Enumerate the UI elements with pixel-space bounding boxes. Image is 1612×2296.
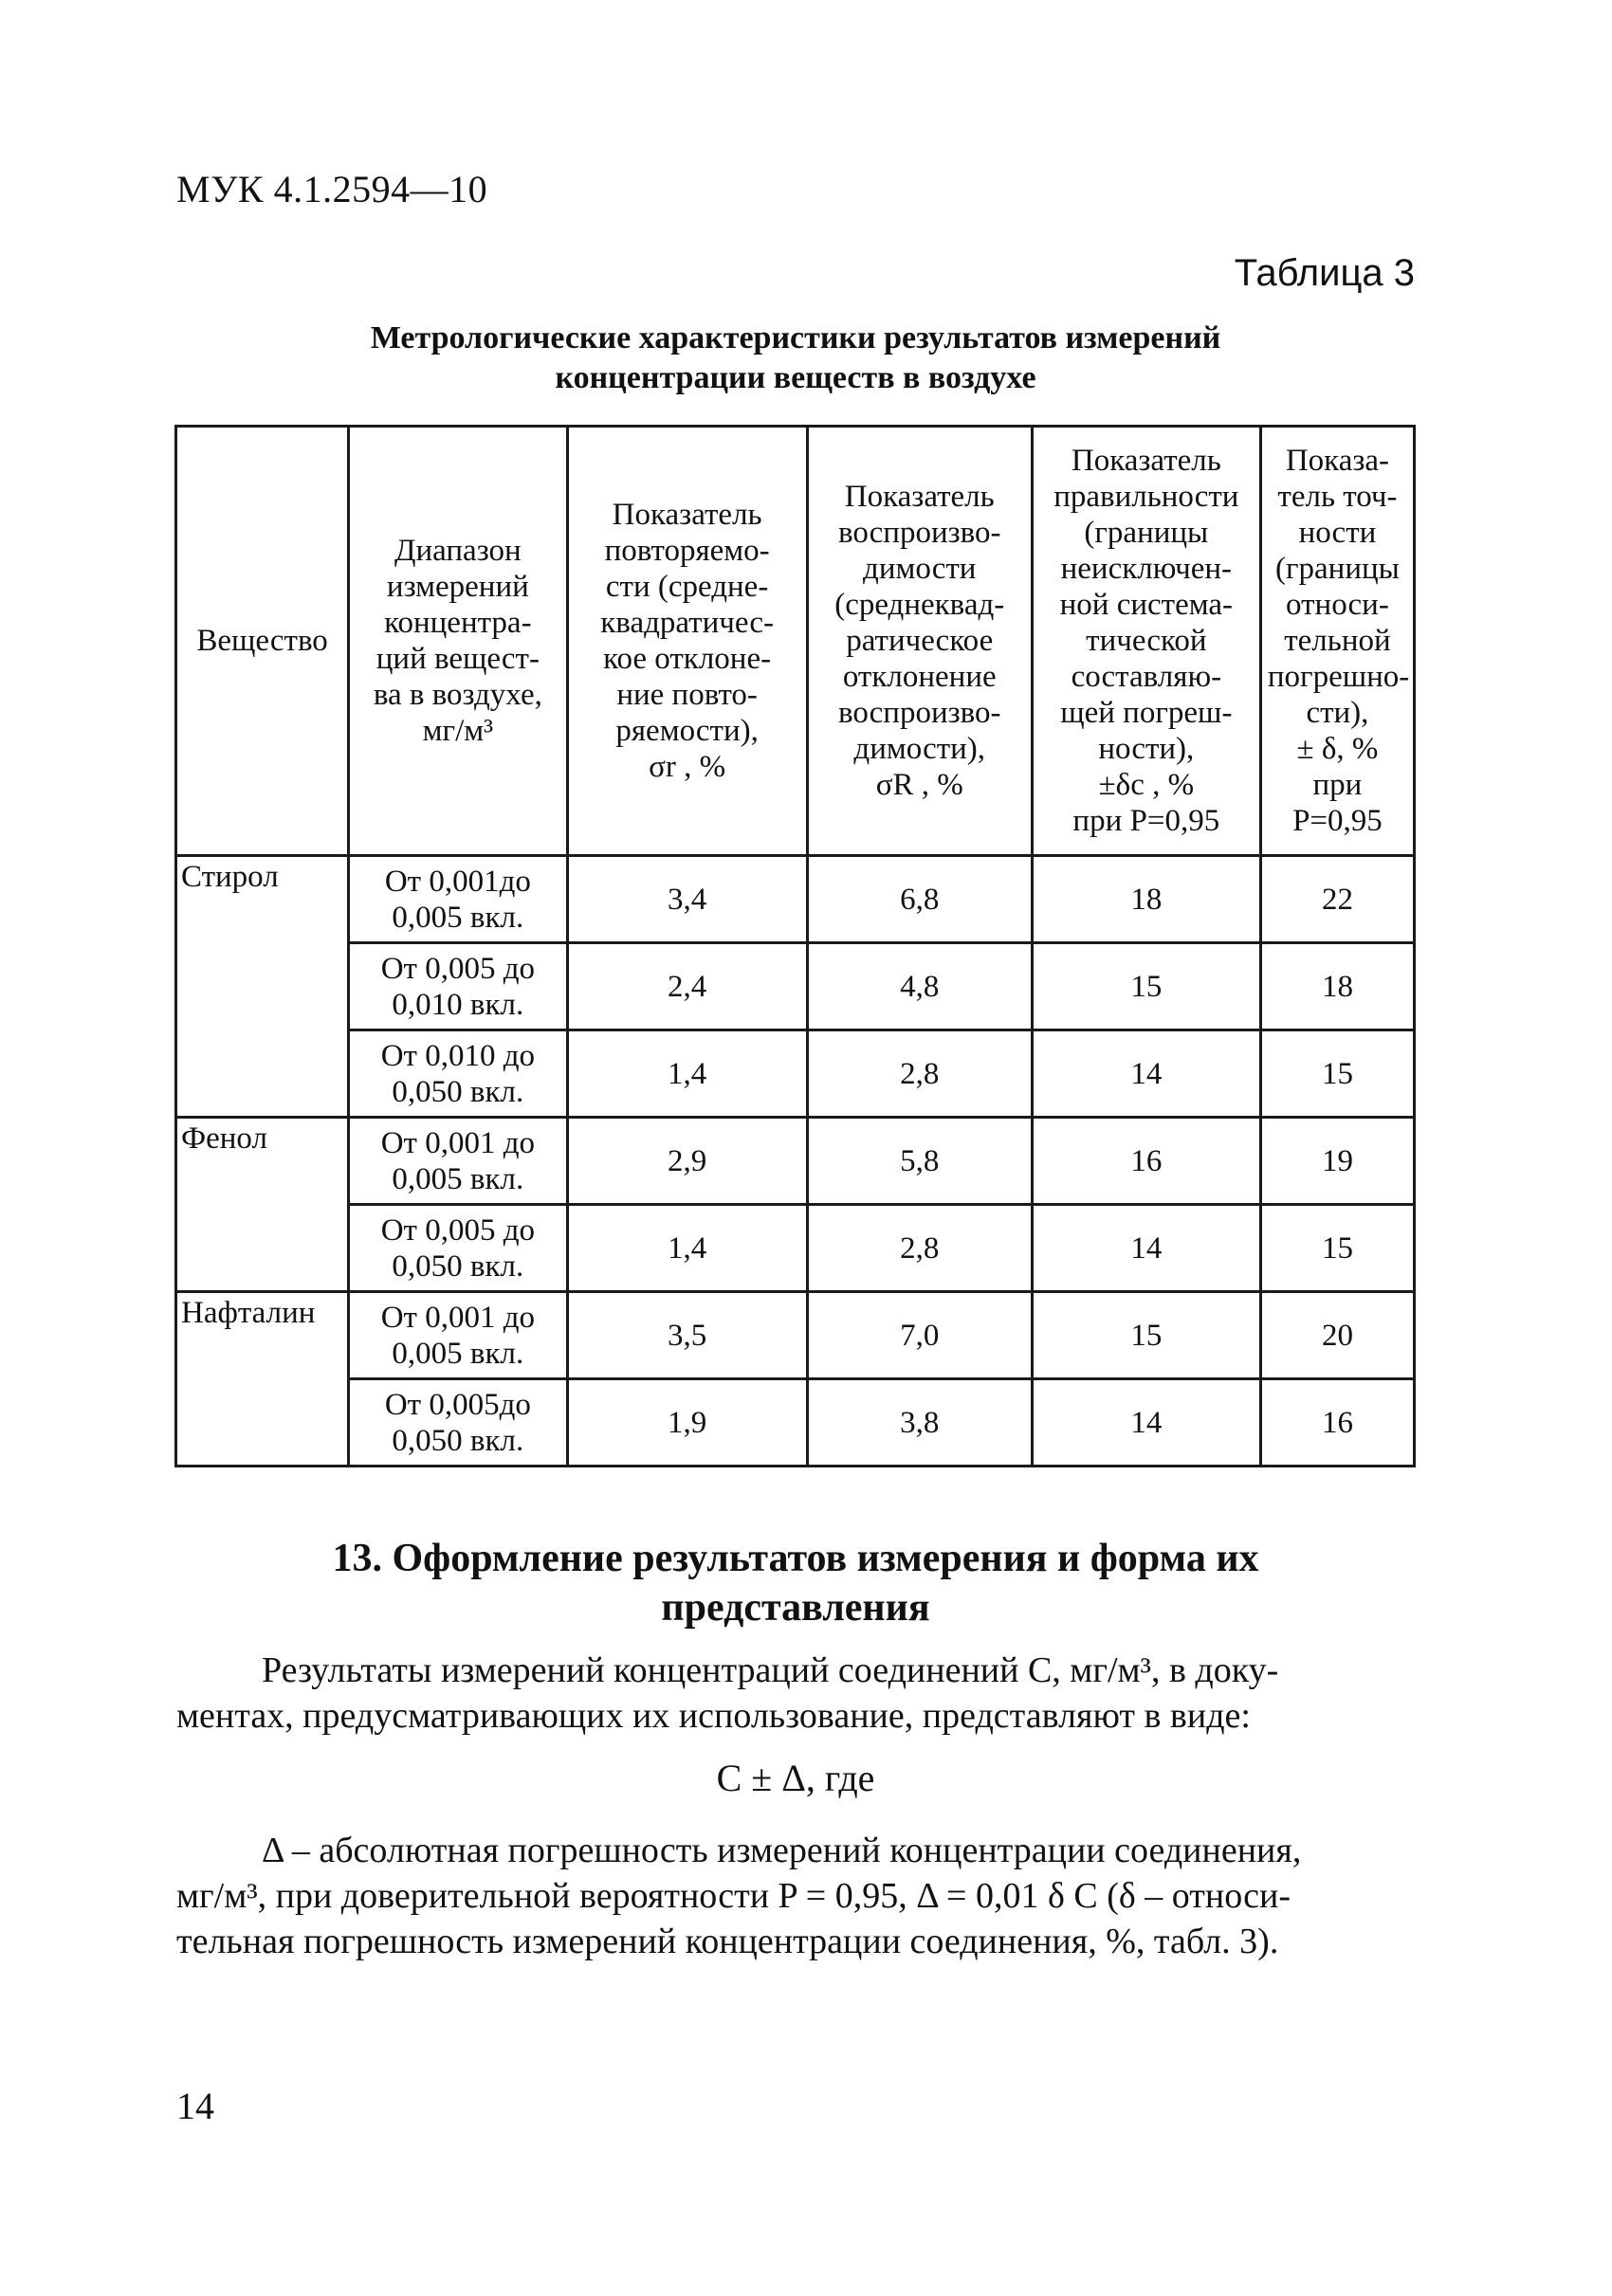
trueness-cell: 18 [1032, 856, 1260, 943]
table-row [176, 1292, 1415, 1379]
reproducibility-cell: 6,8 [807, 856, 1032, 943]
header-accuracy: Показа- тель точ- ности (границы относи- тельной погрешно- сти), ± δ, % при P=0,95 [1260, 427, 1414, 856]
substance-cell: Стирол [176, 856, 349, 943]
accuracy-cell: 15 [1260, 1205, 1414, 1292]
reproducibility-cell: 2,8 [807, 1030, 1032, 1118]
accuracy-cell: 16 [1260, 1379, 1414, 1467]
substance-cell: Нафталин [176, 1292, 349, 1379]
paragraph-delta [176, 1828, 1415, 1964]
metrology-table [174, 425, 1416, 1467]
caption-line-1: Метрологические характеристики результатов измерений [370, 320, 1221, 355]
accuracy-cell: 18 [1260, 943, 1414, 1030]
section-title-line-1: 13. Оформление результатов измерения и форма их [332, 1537, 1259, 1580]
paragraph-line: Результаты измерений концентраций соединений C, мг/м³, в доку- [262, 1650, 1279, 1690]
page-number: 14 [176, 2085, 214, 2127]
paragraph-line: тельная погрешность измерений концентрации соединения, %, табл. 3). [176, 1922, 1279, 1961]
substance-cell-continued [176, 1205, 349, 1292]
paragraph-line: мг/м³, при доверительной вероятности P = 0,95, Δ = 0,01 δ C (δ – относи- [176, 1876, 1291, 1916]
substance-cell-continued [176, 943, 349, 1030]
table-row [176, 1030, 1415, 1118]
table-row [176, 1205, 1415, 1292]
reproducibility-cell: 2,8 [807, 1205, 1032, 1292]
substance-cell-continued [176, 1030, 349, 1118]
table-number: Таблица 3 [1234, 252, 1415, 294]
reproducibility-cell: 5,8 [807, 1118, 1032, 1205]
table-row [176, 1118, 1415, 1205]
section-title [176, 1534, 1415, 1632]
reproducibility-cell: 7,0 [807, 1292, 1032, 1379]
repeatability-cell: 3,5 [567, 1292, 807, 1379]
reproducibility-cell: 4,8 [807, 943, 1032, 1030]
trueness-cell: 15 [1032, 943, 1260, 1030]
header-trueness: Показатель правильности (границы неисключен- ной система- тической составляю- щей погреш- ности), ±δc , % при P=0,95 [1032, 427, 1260, 856]
range-cell: От 0,001 до 0,005 вкл. [349, 1292, 567, 1379]
repeatability-cell: 2,9 [567, 1118, 807, 1205]
repeatability-cell: 3,4 [567, 856, 807, 943]
paragraph-line: Δ – абсолютная погрешность измерений концентрации соединения, [262, 1831, 1302, 1870]
header-reproducibility: Показатель воспроизво- димости (среднеквад- ратическое отклонение воспроизво- димости), σR , % [807, 427, 1032, 856]
accuracy-cell: 22 [1260, 856, 1414, 943]
metrology-table-container [174, 425, 1416, 1467]
range-cell: От 0,005 до 0,050 вкл. [349, 1205, 567, 1292]
section-title-line-2: представления [661, 1586, 930, 1630]
range-cell: От 0,001 до 0,005 вкл. [349, 1118, 567, 1205]
trueness-cell: 16 [1032, 1118, 1260, 1205]
table-row [176, 943, 1415, 1030]
trueness-cell: 14 [1032, 1205, 1260, 1292]
range-cell: От 0,010 до 0,050 вкл. [349, 1030, 567, 1118]
range-cell: От 0,005до 0,050 вкл. [349, 1379, 567, 1467]
reproducibility-cell: 3,8 [807, 1379, 1032, 1467]
table-header-row [176, 427, 1415, 856]
range-cell: От 0,005 до 0,010 вкл. [349, 943, 567, 1030]
trueness-cell: 14 [1032, 1030, 1260, 1118]
caption-line-2: концентрации веществ в воздухе [555, 360, 1036, 395]
accuracy-cell: 15 [1260, 1030, 1414, 1118]
document-code: МУК 4.1.2594—10 [176, 168, 488, 210]
paragraph-results [176, 1648, 1415, 1739]
table-row [176, 856, 1415, 943]
repeatability-cell: 1,9 [567, 1379, 807, 1467]
repeatability-cell: 1,4 [567, 1205, 807, 1292]
trueness-cell: 14 [1032, 1379, 1260, 1467]
substance-cell: Фенол [176, 1118, 349, 1205]
repeatability-cell: 1,4 [567, 1030, 807, 1118]
trueness-cell: 15 [1032, 1292, 1260, 1379]
accuracy-cell: 20 [1260, 1292, 1414, 1379]
table-row [176, 1379, 1415, 1467]
paragraph-line: ментах, предусматривающих их использование, представляют в виде: [176, 1696, 1251, 1736]
substance-cell-continued [176, 1379, 349, 1467]
repeatability-cell: 2,4 [567, 943, 807, 1030]
header-range: Диапазон измерений концентра- ций вещест- ва в воздухе, мг/м³ [349, 427, 567, 856]
accuracy-cell: 19 [1260, 1118, 1414, 1205]
header-repeatability: Показатель повторяемо- сти (средне- квадратичес- кое отклоне- ние повто- ряемости), σr , % [567, 427, 807, 856]
header-substance: Вещество [176, 427, 349, 856]
table-caption [176, 319, 1415, 398]
formula: C ± Δ, где [716, 1757, 875, 1799]
range-cell: От 0,001до 0,005 вкл. [349, 856, 567, 943]
